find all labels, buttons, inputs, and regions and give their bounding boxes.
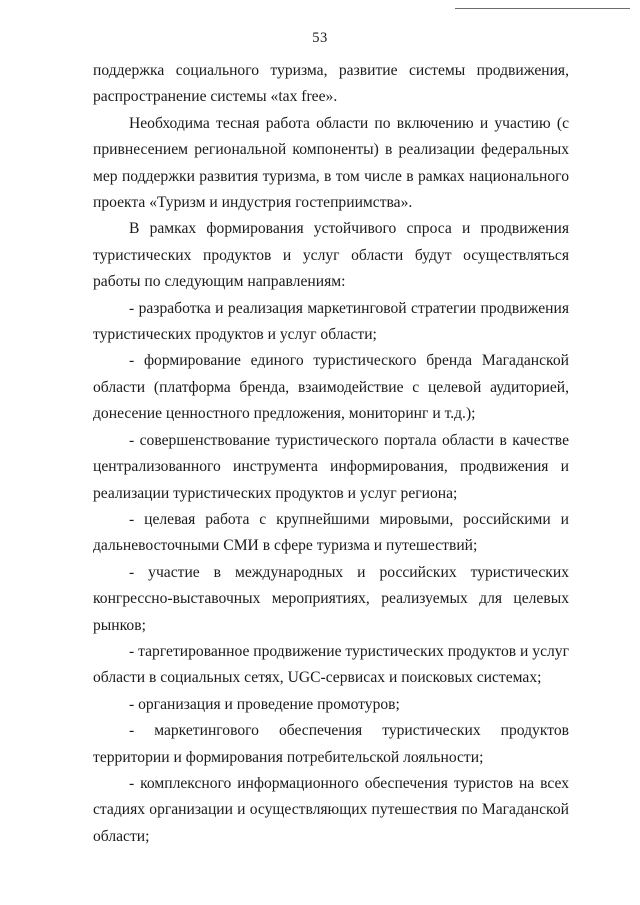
body-text [93, 58, 569, 850]
paragraph-directions-intro: В рамках формирования устойчивого спроса и продвижения туристических продуктов и услуг области будут осуществляться работы по следующим направлениям: [93, 220, 569, 291]
list-item-targeted-promotion: - таргетированное продвижение туристических продуктов и услуг области в социальных сетях, UGC-сервисах и поисковых системах; [93, 642, 569, 687]
paragraph-federal-measures: Необходима тесная работа области по включению и участию (с привнесением региональной компоненты) в реализации федеральных мер поддержки развития туризма, в том числе в рамках национального проекта «Туризм и индустрия гостеприимства». [93, 114, 569, 212]
list-item-marketing-support: - маркетингового обеспечения туристических продуктов территории и формирования потребительской лояльности; [93, 722, 569, 766]
page-number: 53 [312, 30, 328, 46]
list-item-media: - целевая работа с крупнейшими мировыми, российскими и дальневосточными СМИ в сфере туризма и путешествий; [93, 510, 569, 555]
list-item-portal: - совершенствование туристического портала области в качестве централизованного инструмента информирования, продвижения и реализации туристических продуктов и услуг региона; [93, 431, 569, 502]
list-item-brand: - формирование единого туристического бренда Магаданской области (платформа бренда, взаимодействие с целевой аудиторией, донесение ценностного предложения, мониторинг и т.д.); [93, 352, 569, 423]
list-item-information-support: - комплексного информационного обеспечения туристов на всех стадиях организации и осуществляющих путешествия по Магаданской области; [93, 774, 569, 845]
list-item-marketing-strategy: - разработка и реализация маркетинговой стратегии продвижения туристических продуктов и услуг области; [93, 299, 569, 344]
list-item-promo-tours: - организация и проведение промотуров; [129, 695, 400, 713]
scan-edge-line [455, 8, 630, 9]
list-item-exhibitions: - участие в международных и российских туристических конгрессно-выставочных мероприятиях, реализуемых для целевых рынков; [93, 563, 569, 634]
paragraph-continuation: поддержка социального туризма, развитие системы продвижения, распространение системы «tax free». [93, 62, 569, 106]
